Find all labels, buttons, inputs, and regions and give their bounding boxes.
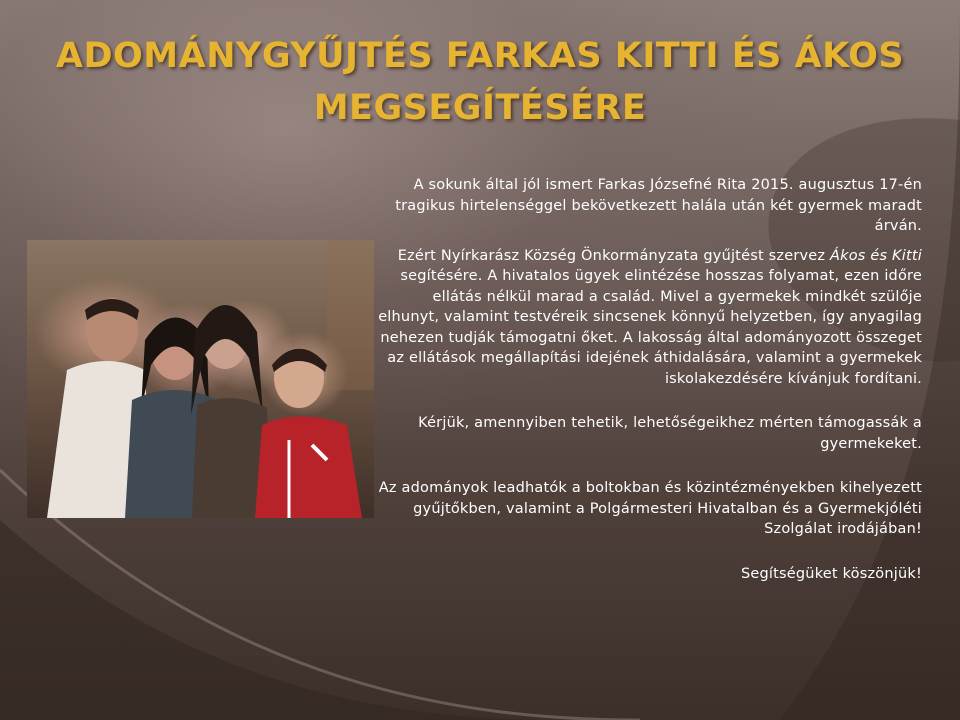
closing-text: Segítségüket köszönjük!: [740, 565, 922, 582]
paragraph-4: Az adományok leadhatók a boltokban és közintézményekben kihelyezett gyűjtőkben, valamint a Polgármesteri Hivatalban és a Gyermekjóléti Szolgálat irodájában!: [378, 480, 922, 537]
title-line-1: ADOMÁNYGYŰJTÉS FARKAS KITTI ÉS ÁKOS: [55, 36, 905, 76]
family-photo: [27, 240, 374, 518]
title-line-2: MEGSEGÍTÉSÉRE: [313, 88, 647, 128]
paragraph-3: Kérjük, amennyiben tehetik, lehetőségeikhez mérten támogassák a gyermekeket.: [418, 415, 922, 452]
paragraph-1: A sokunk által jól ismert Farkas Józsefné Rita 2015. augusztus 17-én tragikus hirtelenséggel bekövetkezett halála után két gyermek maradt árván.: [395, 177, 922, 234]
paragraph-2-end: segítésére. A hivatalos ügyek elintézése hosszas folyamat, ezen időre ellátás nélkül marad a család. Mivel a gyermekek mindkét szülője elhunyt, valamint testvéreik sincsenek könnyű helyzetben, így anyagilag nehezen tudják támogatni őket. A lakosság által adományozott összeget az ellátások megállapítási idejének áthidalására, valamint a gyermekek iskolakezdésére kívánjuk fordítani.: [378, 268, 922, 387]
paragraph-2-names: Ákos és Kitti: [830, 247, 922, 264]
slide-title: [40, 30, 920, 134]
body-text: [378, 175, 922, 584]
paragraph-2: [378, 246, 922, 390]
paragraph-2-start: Ezért Nyírkarász Község Önkormányzata gyűjtést szervez: [397, 247, 831, 264]
